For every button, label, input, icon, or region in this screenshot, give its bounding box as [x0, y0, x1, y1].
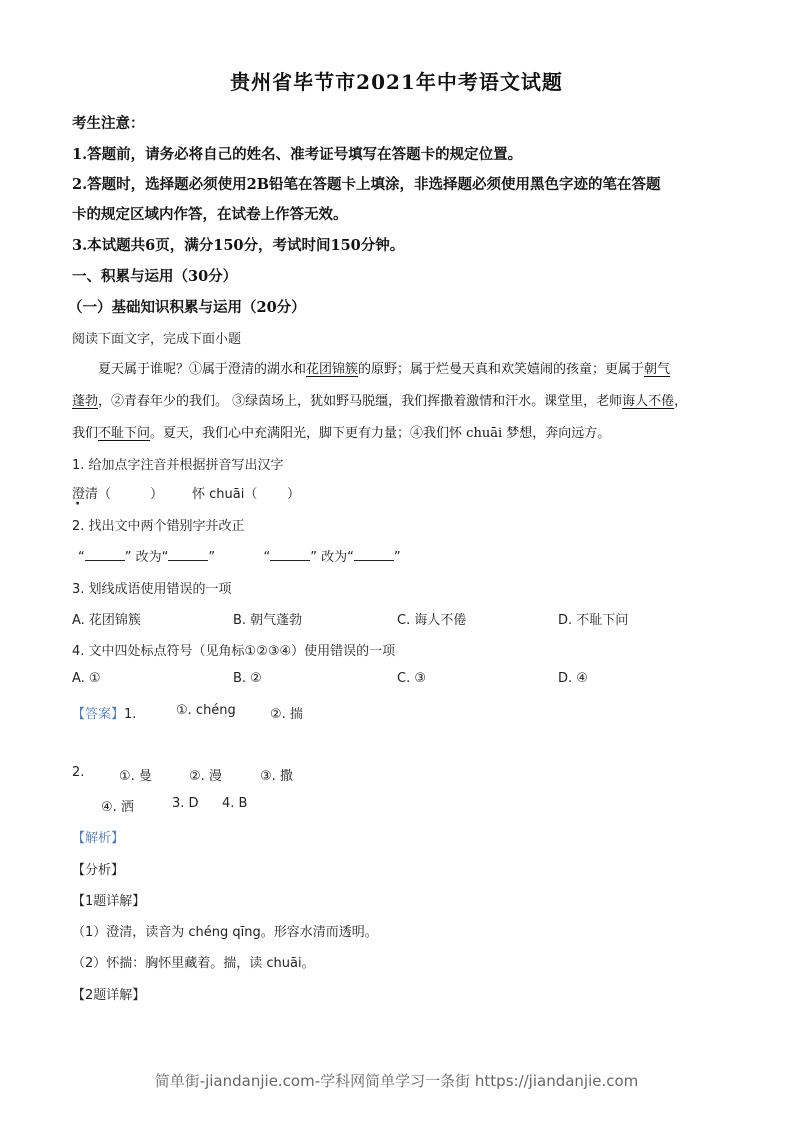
answer-item: ①. 曼 [119, 769, 152, 784]
notice-item-2: 2.答题时，选择题必须使用2B铅笔在答题卡上填涂，非选择题必须使用黑色字迹的笔在答题 [72, 176, 661, 193]
answer-item: 3. D [172, 796, 199, 811]
answer-blank[interactable] [354, 548, 394, 561]
answer-item: ③. 撒 [260, 769, 293, 784]
question-1-stem: 1. 给加点字注音并根据拼音写出汉字 [72, 458, 284, 473]
paren-close: ） [150, 487, 164, 502]
passage-text: 的原野；属于烂曼天真和欢笑嬉闹的孩童；更属于 [358, 362, 645, 377]
question-3-options [72, 609, 752, 629]
option-b[interactable]: B. ② [233, 671, 262, 686]
notice-item-2-cont: 卡的规定区域内作答，在试卷上作答无效。 [72, 206, 348, 223]
underlined-idiom: 不耻下问 [98, 426, 151, 441]
answer-blank[interactable] [270, 548, 310, 561]
option-d[interactable]: D. 不耻下问 [558, 613, 629, 628]
q1-detail-heading: 【1题详解】 [72, 894, 146, 909]
analysis-label: 【解析】 [72, 831, 125, 846]
subsection-heading: （一）基础知识积累与运用（20分） [68, 299, 306, 316]
q1-detail-line-1: （1）澄清，读音为 chéng qīng。形容水清而透明。 [72, 925, 378, 940]
passage-text: ，②青春年少的我们。 ③绿茵场上，犹如野马脱缰，我们挥撒着激情和汗水。课堂里，老师 [98, 394, 623, 409]
section-heading: 一、积累与运用（30分） [72, 268, 238, 285]
prompt-text: 清（ [85, 487, 112, 502]
quote: “ [347, 550, 354, 565]
quote: ” [393, 550, 401, 565]
notice-item-3: 3.本试题共6页，满分150分，考试时间150分钟。 [72, 237, 405, 254]
answer-line-1 [72, 703, 472, 723]
underlined-idiom: 蓬勃 [72, 394, 99, 409]
notice-item-1: 1.答题前，请务必将自己的姓名、准考证号填写在答题卡的规定位置。 [72, 146, 523, 163]
quote: “ [78, 550, 85, 565]
quote: ” [124, 550, 132, 565]
underlined-idiom: 花团锦簇 [306, 362, 359, 377]
change-to-label: 改为 [321, 550, 348, 565]
answer-item: ①. chéng [176, 703, 236, 718]
option-c[interactable]: C. ③ [397, 671, 426, 686]
answer-line-3 [72, 796, 472, 816]
paren-close: ） [287, 487, 301, 502]
option-c[interactable]: C. 诲人不倦 [397, 613, 467, 628]
option-b[interactable]: B. 朝气蓬勃 [233, 613, 303, 628]
prompt-text: 怀 chuāi（ [192, 487, 258, 502]
question-3-stem: 3. 划线成语使用错误的一项 [72, 582, 232, 597]
answer-item: ②. 漫 [189, 769, 222, 784]
question-2-blanks [78, 546, 401, 565]
quote: “ [161, 550, 169, 565]
passage-text: 。夏天，我们心中充满阳光，脚下更有力量；④我们怀 chuāi 梦想，奔向远方。 [150, 426, 611, 441]
answer-blank[interactable] [168, 548, 208, 561]
answer-number: 1. [124, 707, 137, 722]
option-a[interactable]: A. 花团锦簇 [72, 613, 141, 628]
answer-blank[interactable] [85, 548, 125, 561]
answer-line-2 [72, 765, 472, 785]
question-4-options [72, 671, 752, 691]
answer-item: 4. B [222, 796, 248, 811]
question-1-prompts [72, 483, 372, 502]
answer-label: 【答案】 [72, 707, 125, 722]
notice-heading: 考生注意： [72, 115, 145, 132]
answer-number: 2. [72, 765, 85, 780]
change-to-label: 改为 [135, 550, 162, 565]
fenxi-label: 【分析】 [72, 863, 125, 878]
quote: ” [208, 550, 216, 565]
footer-watermark: 简单街-jiandanjie.com-学科网简单学习一条街 https://jiandanjie.com [154, 1072, 639, 1090]
underlined-idiom: 朝气 [644, 362, 671, 377]
option-d[interactable]: D. ④ [558, 671, 588, 686]
answer-item: ④. 洒 [101, 800, 134, 815]
passage-line-2 [72, 390, 687, 409]
passage-text: 我们 [72, 426, 99, 441]
underlined-idiom: 诲人不倦 [622, 394, 675, 409]
answer-item: ②. 揣 [270, 707, 303, 722]
dotted-character: 澄 [72, 487, 86, 502]
reading-instruction: 阅读下面文字，完成下面小题 [72, 332, 242, 347]
question-2-stem: 2. 找出文中两个错别字并改正 [72, 519, 245, 534]
page-title: 贵州省毕节市2021年中考语文试题 [230, 70, 563, 94]
quote: “ [263, 550, 271, 565]
passage-text: 夏天属于谁呢？①属于澄清的湖水和 [98, 362, 307, 377]
passage-text: ， [674, 394, 688, 409]
passage-line-1 [98, 358, 670, 377]
q1-detail-line-2: （2）怀揣：胸怀里藏着。揣，读 chuāi。 [72, 956, 315, 971]
question-4-stem: 4. 文中四处标点符号（见角标①②③④）使用错误的一项 [72, 644, 396, 659]
q2-detail-heading: 【2题详解】 [72, 988, 146, 1003]
option-a[interactable]: A. ① [72, 671, 101, 686]
passage-line-3 [72, 422, 610, 441]
quote: ” [310, 550, 317, 565]
